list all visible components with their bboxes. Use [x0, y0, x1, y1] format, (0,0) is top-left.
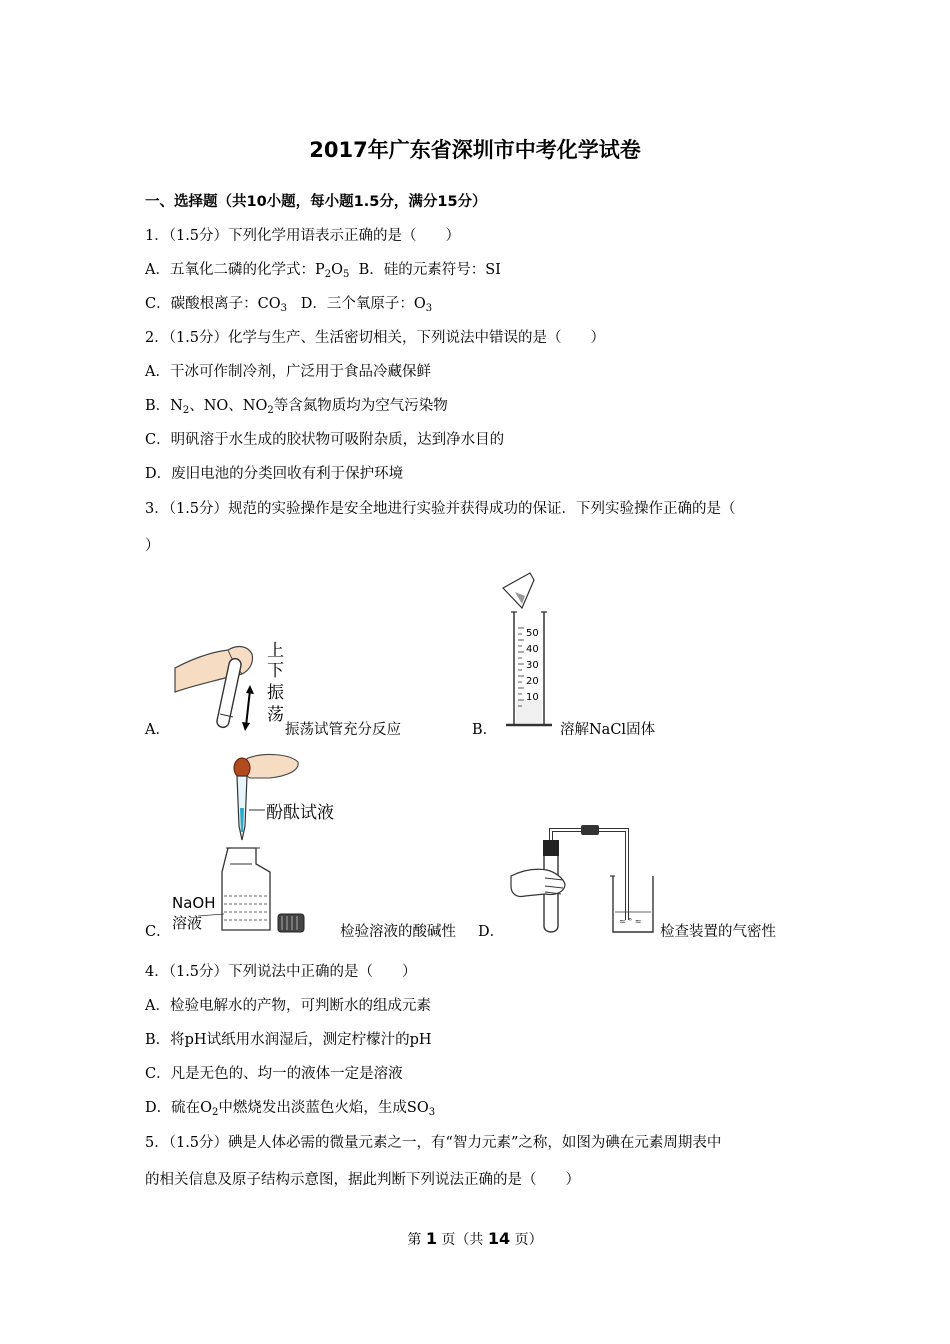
q3-option-a-label: A． [145, 722, 170, 738]
airtightness-apparatus-figure [505, 820, 657, 936]
q2-option-a: A．干冰可作制冷剂，广泛用于食品冷藏保鲜 [145, 364, 431, 380]
solution-label: 溶液 [172, 914, 203, 932]
page-number: 1 [425, 1229, 437, 1248]
q2-option-d: D．废旧电池的分类回收有利于保护环境 [145, 466, 404, 482]
q2-option-c: C．明矾溶于水生成的胶状物可吸附杂质，达到净水目的 [145, 432, 505, 448]
q1-options-cd: C．碳酸根离子：$CO_3$ D．三个氧原子：$O_3$ [145, 296, 433, 314]
shake-char-1: 上 [267, 641, 284, 661]
q3-option-b-label: B． [472, 722, 498, 738]
q1-stem: 1．（1.5分）下列化学用语表示正确的是（ ） [145, 228, 461, 244]
q2-stem: 2．（1.5分）化学与生产、生活密切相关，下列说法中错误的是（ ） [145, 330, 606, 346]
q3-option-d-caption: 检查装置的气密性 [660, 924, 776, 940]
page-total: 14 [487, 1229, 511, 1248]
cylinder-tick-20: 20 [526, 676, 539, 687]
shake-char-4: 荡 [267, 705, 284, 725]
svg-text:≈ ° ≈: ≈ ° ≈ [619, 917, 642, 926]
q3-option-c-label: C． [145, 924, 171, 940]
q2-option-b: B．$N_2$、NO、$NO_2$等含氮物质均为空气污染物 [145, 398, 448, 416]
shaking-test-tube-figure [170, 630, 290, 735]
q4-option-d: D．硫在$O_2$中燃烧发出淡蓝色火焰，生成$SO_3$ [145, 1100, 436, 1118]
q3-option-b-caption: 溶解NaCl固体 [560, 722, 656, 738]
q3-stem: 3．（1.5分）规范的实验操作是安全地进行实验并获得成功的保证．下列实验操作正确的是（ [145, 501, 736, 517]
q3-option-d-label: D． [478, 924, 505, 940]
cylinder-tick-30: 30 [526, 660, 539, 671]
q3-option-c-caption: 检验溶液的酸碱性 [340, 924, 456, 940]
page-title: 2017年广东省深圳市中考化学试卷 [309, 138, 641, 162]
q4-stem: 4．（1.5分）下列说法中正确的是（ ） [145, 964, 417, 980]
q5-stem-line2: 的相关信息及原子结构示意图，据此判断下列说法正确的是（ ） [145, 1172, 580, 1188]
shake-char-2: 下 [267, 661, 284, 681]
cylinder-tick-50: 50 [526, 628, 539, 639]
q4-option-b: B．将pH试纸用水润湿后，测定柠檬汁的pH [145, 1032, 432, 1048]
q5-stem-line1: 5．（1.5分）碘是人体必需的微量元素之一，有“智力元素”之称，如图为碘在元素周期表中 [145, 1135, 722, 1151]
cylinder-tick-40: 40 [526, 644, 539, 655]
shake-char-3: 振 [267, 683, 284, 703]
page-footer: 第 1 页（共 14 页） [407, 1229, 543, 1248]
cylinder-tick-10: 10 [526, 692, 539, 703]
q3-stem-end: ） [145, 538, 160, 554]
q3-option-a-caption: 振荡试管充分反应 [285, 722, 401, 738]
q1-options-ab: A．五氧化二磷的化学式：$P_2O_5$ B．硅的元素符号：SI [145, 262, 501, 280]
section-heading: 一、选择题（共10小题，每小题1.5分，满分15分） [145, 194, 487, 210]
q4-option-a: A．检验电解水的产物，可判断水的组成元素 [145, 998, 431, 1014]
measuring-cylinder-figure [500, 568, 560, 732]
q4-option-c: C．凡是无色的、均一的液体一定是溶液 [145, 1066, 403, 1082]
dropper-bottle-figure [170, 748, 340, 934]
phenolphthalein-label: 酚酞试液 [266, 803, 334, 823]
naoh-label: NaOH [172, 894, 216, 912]
